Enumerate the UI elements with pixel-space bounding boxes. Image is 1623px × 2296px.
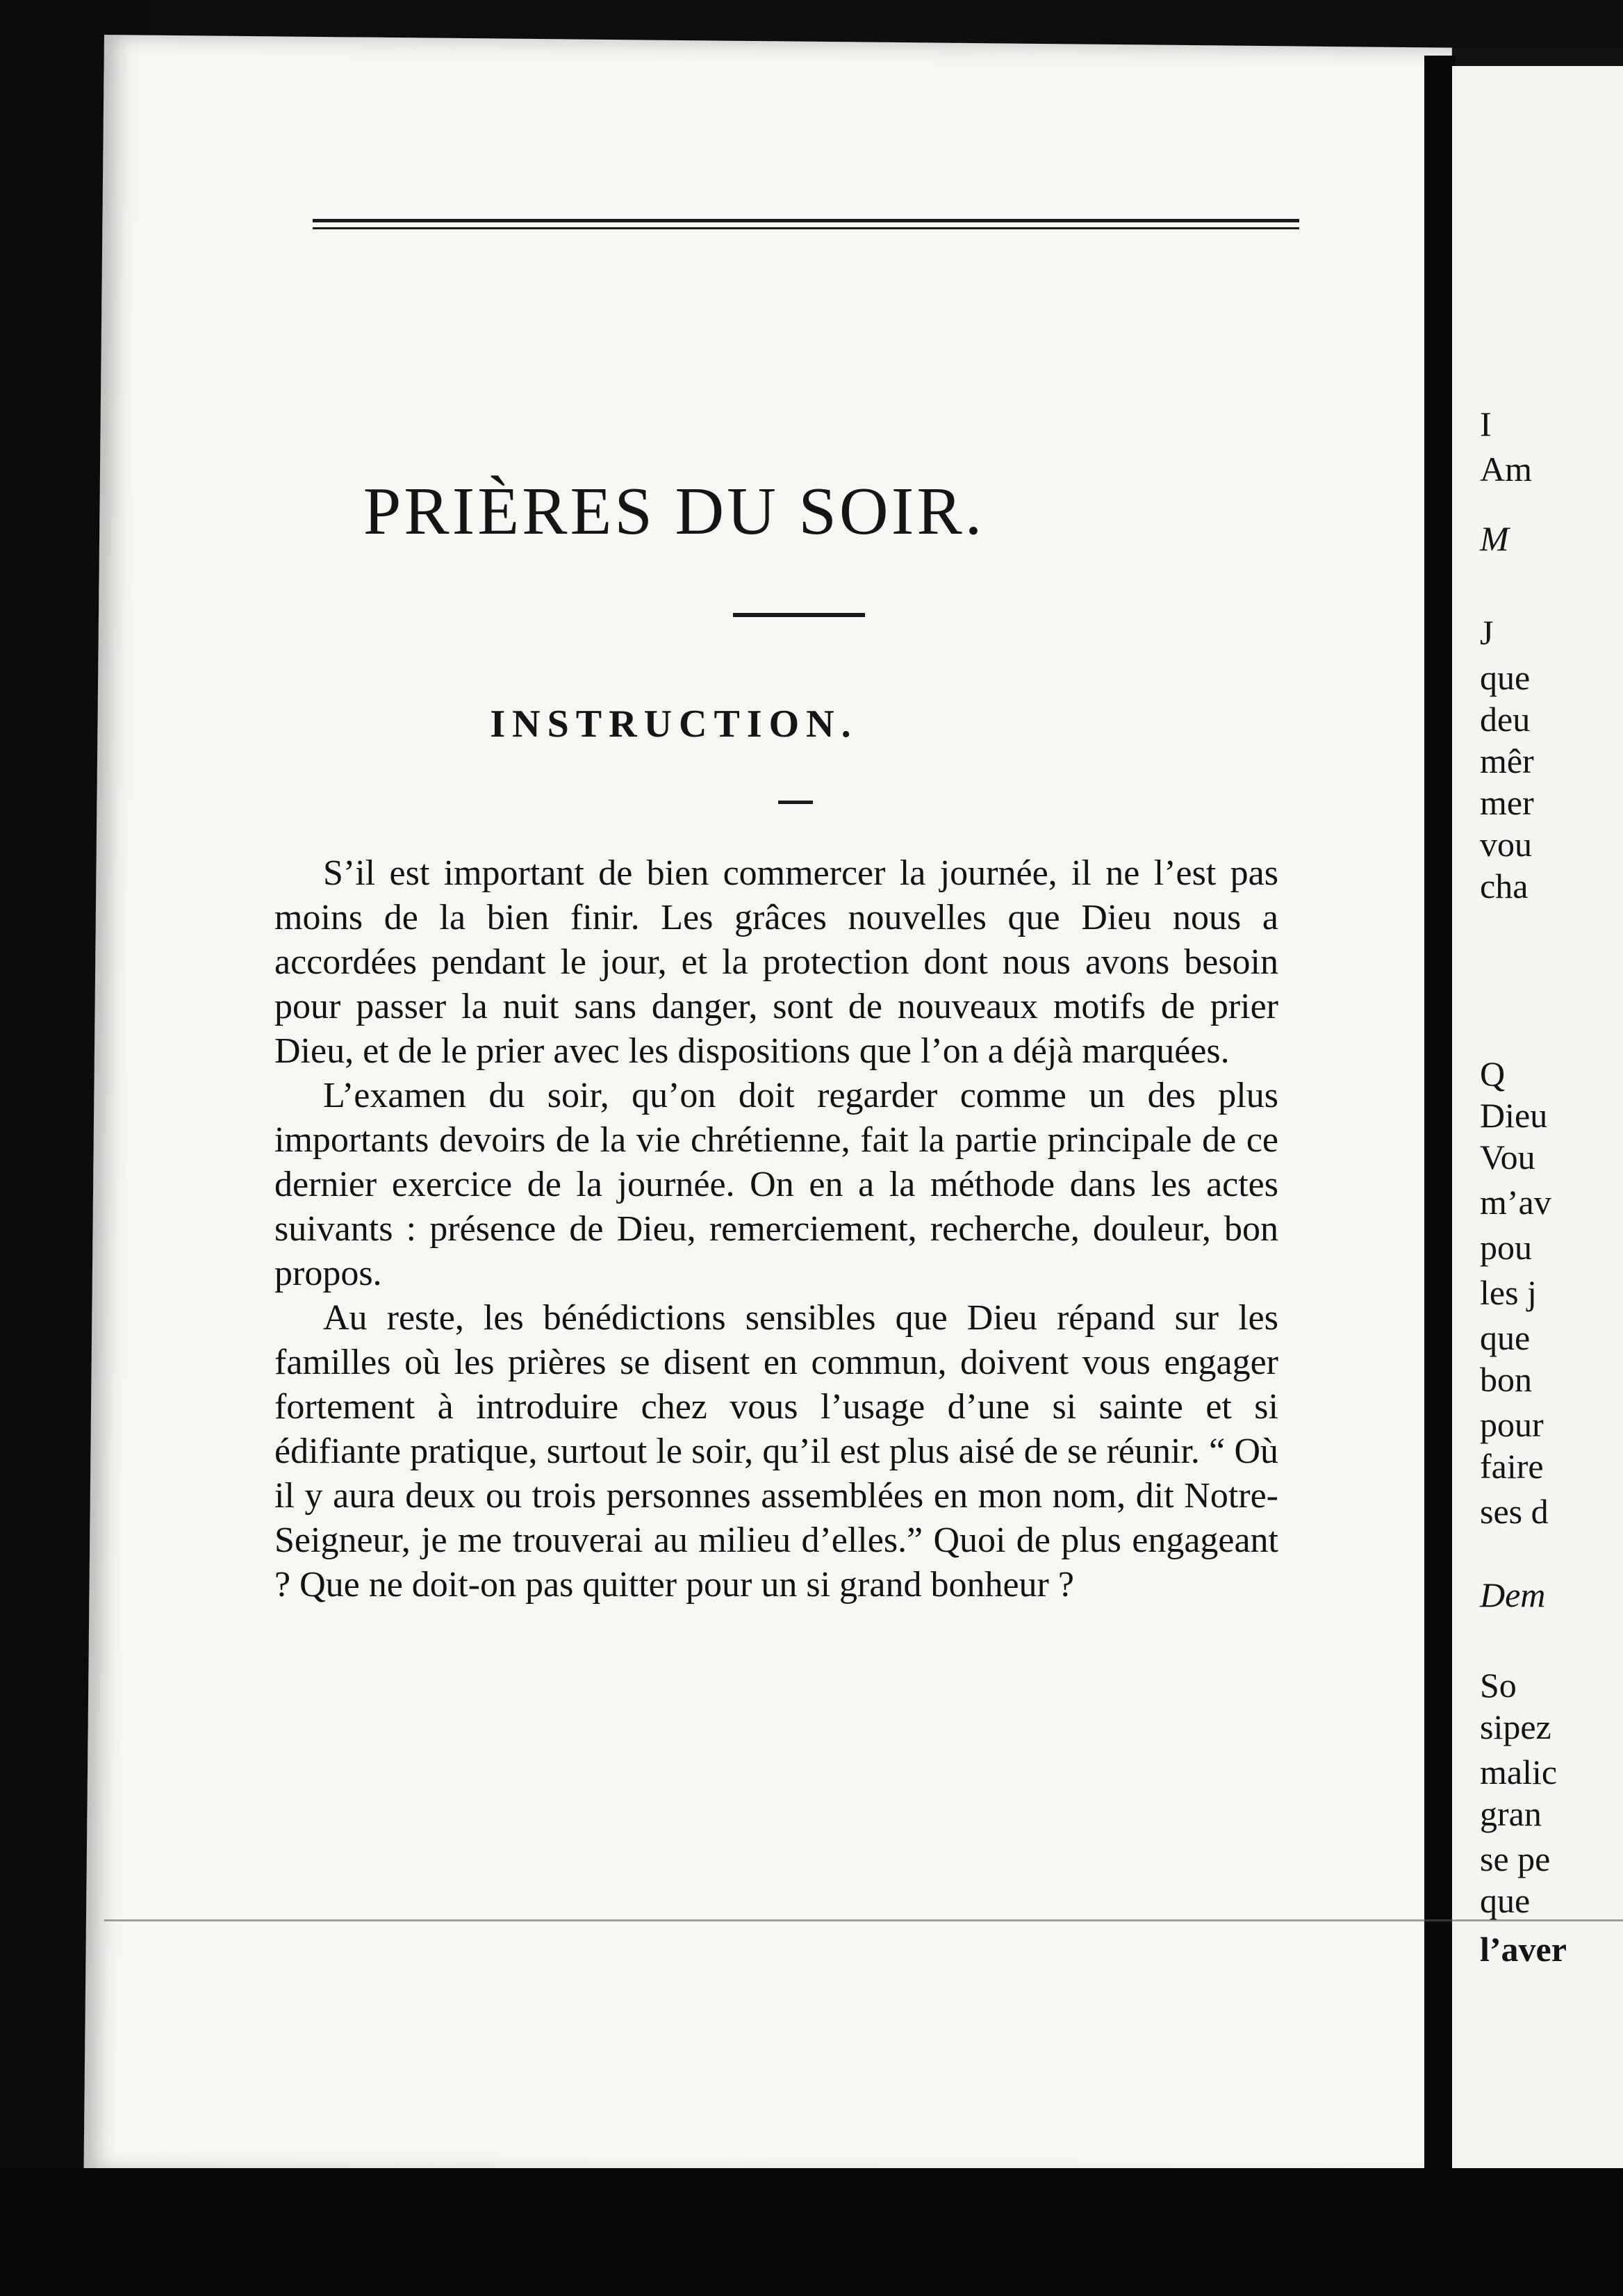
right-page-fragment: So bbox=[1480, 1666, 1517, 1705]
right-page-fragment: que bbox=[1480, 1881, 1531, 1920]
scan-bottom-border bbox=[0, 2168, 1623, 2296]
right-page-fragment: Dem bbox=[1480, 1575, 1546, 1614]
header-rule-thin bbox=[313, 227, 1299, 229]
right-page-fragment: gran bbox=[1480, 1794, 1542, 1833]
right-page-fragment: J bbox=[1480, 613, 1494, 652]
right-page-fragment: vou bbox=[1480, 825, 1532, 864]
paragraph-3: Au reste, les bénédictions sensibles que Dieu répand sur les familles où les prières se disent en commun, doivent vous engager fortement à introduire chez vous l’usage d’une si sainte et si édifiante pratique, surtout le soir, qu’il est plus aisé de se réunir. “ Où il y aura deux ou trois personnes assemblées en mon nom, dit Notre-Seigneur, je me trouverai au milieu d’elles.” Quoi de plus engageant ? Que ne doit-on pas quitter pour un si grand bonheur ? bbox=[274, 1298, 1278, 1605]
paragraph-2: L’examen du soir, qu’on doit regarder comme un des plus importants devoirs de la vie chrétienne, fait la partie principale de ce dernier exercice de la journée. On en a la méthode dans les actes suivants : présence de Dieu, remerciement, recherche, douleur, bon propos. bbox=[274, 1076, 1278, 1293]
right-page-fragment: mer bbox=[1480, 783, 1534, 822]
right-page-fragment: pour bbox=[1480, 1405, 1544, 1444]
right-page-fragment: Am bbox=[1480, 450, 1532, 489]
right-page-fragment: Vou bbox=[1480, 1138, 1535, 1176]
right-page-fragment: pou bbox=[1480, 1228, 1532, 1267]
section-heading: INSTRUCTION. bbox=[490, 703, 858, 746]
right-page-fragment: que bbox=[1480, 1318, 1531, 1357]
right-page-fragment: que bbox=[1480, 658, 1531, 697]
book-gutter bbox=[1424, 56, 1456, 2189]
right-page-fragment: faire bbox=[1480, 1447, 1544, 1486]
section-dash bbox=[778, 801, 813, 804]
title-underline bbox=[733, 613, 865, 617]
right-page-fragment: malic bbox=[1480, 1753, 1558, 1791]
right-page-fragment: Q bbox=[1480, 1054, 1506, 1093]
right-page-fragment: mêr bbox=[1480, 741, 1534, 780]
header-rule-thick bbox=[313, 219, 1299, 222]
right-page-fragment: Dieu bbox=[1480, 1096, 1548, 1135]
header-double-rule bbox=[313, 219, 1299, 229]
paragraph-1: S’il est important de bien commercer la journée, il ne l’est pas moins de la bien finir. Les grâces nouvelles que Dieu nous a accordées pendant le jour, et la protection dont nous avons besoin pour passer la nuit sans danger, sont de nouveaux motifs de prier Dieu, et de le prier avec les dispositions que l’on a déjà marquées. bbox=[274, 853, 1278, 1071]
right-page-fragment: ses d bbox=[1480, 1492, 1549, 1531]
right-page-fragment: I bbox=[1480, 404, 1492, 443]
right-page-fragment: les j bbox=[1480, 1273, 1537, 1312]
page-title: PRIÈRES DU SOIR. bbox=[363, 474, 985, 549]
right-page-fragment: bon bbox=[1480, 1360, 1532, 1399]
right-page-fragment: M bbox=[1480, 519, 1509, 558]
right-page-fragment: l’aver bbox=[1480, 1930, 1567, 1969]
page-bottom-rule bbox=[104, 1919, 1623, 1921]
right-page-fragment: sipez bbox=[1480, 1707, 1551, 1746]
instruction-text bbox=[274, 851, 1278, 1607]
right-page-fragment: cha bbox=[1480, 867, 1529, 905]
right-page-fragment: m’av bbox=[1480, 1183, 1551, 1222]
right-page-fragment: deu bbox=[1480, 700, 1531, 739]
right-page-fragment: se pe bbox=[1480, 1839, 1551, 1878]
